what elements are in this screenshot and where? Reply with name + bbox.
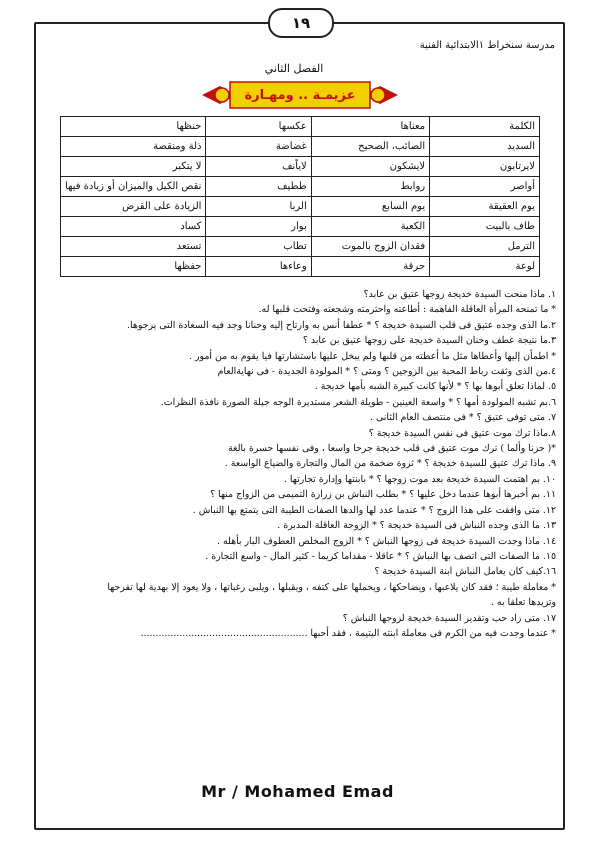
qa-line: ١٥. ما الصفات التى اتصف بها النباش ؟ * عاقلا - مقداما كريما - كثير المال - واسع التجارة . <box>205 550 556 562</box>
table-cell: نقص الكيل والميزان أو زيادة فيها <box>61 177 206 197</box>
qa-line: ١٠. بم اهتمت السيدة خديجة بعد موت زوجها ؟ * بابنتها وإدارة تجارتها . <box>283 473 556 485</box>
table-row <box>61 157 540 177</box>
table-cell: الصائب، الصحيح <box>311 137 429 157</box>
table-cell: لوعة <box>430 257 540 277</box>
qa-line: ٨.ماذا ترك موت عتيق فى نفس السيدة خديجة ؟ <box>368 427 556 439</box>
qa-line: ١٣. ما الذى وجده النباش فى السيدة خديجة ؟ * الزوجة العاقلة المدبرة . <box>277 520 556 532</box>
table-header-row <box>61 117 540 137</box>
table-row <box>61 257 540 277</box>
qa-line: ٩. ماذا ترك عتيق للسيدة خديجة ؟ * ثروة ضخمة من المال والتجارة والضياع الواسعة . <box>224 458 556 470</box>
table-cell: ططيف <box>206 177 311 197</box>
table-cell: الكلمة <box>430 117 540 137</box>
qa-line: ٢.ما الذى وجده عتيق فى قلب السيدة خديجة ؟ * عطفا أنس به وارتاح إليه وحنانا وجد فيه السعادة التى يرجوها. <box>127 319 556 331</box>
table-cell: لايرتابون <box>430 157 540 177</box>
qa-line: ١٤. ماذا وجدت السيدة خديجة فى زوجها النباش ؟ * الزوج المخلص العطوف البار بأهله . <box>217 535 556 547</box>
table-cell: الربا <box>206 197 311 217</box>
table-cell: فقدان الزوج بالموت <box>311 237 429 257</box>
table-cell: الترمل <box>430 237 540 257</box>
qa-line: ١٢. متى وافقت على هذا الزوج ؟ * عندما عدد لها والدها الصفات الطيبة التى يتمتع بها النباش . <box>192 504 556 516</box>
table-cell: الكعبة <box>311 217 429 237</box>
qa-line: * عندما وجدت فيه من الكرم فى معاملة ابنته اليتيمة ، فقد أحبها ........................................................ <box>140 627 556 639</box>
table-cell: حرقة <box>311 257 429 277</box>
qa-line: * ما تمنحه المرأة العاقلة الفاهمة : أطاعته واحترمته وشجعته وفتحت قلبها له. <box>258 304 556 316</box>
table-cell: يوم السابع <box>311 197 429 217</box>
qa-line: * اطمأن إليها وأعطاها مثل ما أعطته من قلبها ولم يبخل عليها باستشارتها فيا يقوم به من أمور . <box>189 350 556 362</box>
qa-line: ٧. متى توفى عتيق ؟ * فى منتصف العام الثانى . <box>370 412 556 424</box>
table-row <box>61 217 540 237</box>
table-row <box>61 237 540 257</box>
table-cell: يوم العقيقة <box>430 197 540 217</box>
qa-line: ٣.ما نتيجة عطف وحنان السيدة خديجة على زوجها عتيق بن عابد ؟ <box>302 335 556 347</box>
table-cell: السديد <box>430 137 540 157</box>
table-cell: لا يتكبر <box>61 157 206 177</box>
banner-title: عزيمـة .. ومهـارة <box>232 84 368 106</box>
table-cell: كساد <box>61 217 206 237</box>
table-cell: وعاءها <box>206 257 311 277</box>
school-name: مدرسة سنخراط ١الابتدائية الفنية <box>419 40 555 51</box>
table-cell: حنظها <box>61 117 206 137</box>
qa-line: ٦.بم تشبه المولودة أمها ؟ * واسعة العينين - طويلة الشعر مستديرة الوجه جيلة الصورة نافذة النظرات. <box>160 396 556 408</box>
table-cell: الزيادة على القرض <box>61 197 206 217</box>
table-row <box>61 177 540 197</box>
qa-line: ٥. لماذا تعلق أبوها بها ؟ * لأنها كانت كبيرة الشبه بأمها خديجة . <box>314 381 556 393</box>
table-row <box>61 197 540 217</box>
qa-line: وتزيدها تعلقا به . <box>490 597 556 609</box>
table-cell: ذلة ومنقصة <box>61 137 206 157</box>
qa-line: ١٧. متى زاد حب وتقدير السيدة خديجة لزوجها النباش ؟ <box>342 612 556 624</box>
questions-answers <box>44 287 556 641</box>
qa-line: ١. ماذا منحت السيدة خديجة زوجها عتيق بن عابد؟ <box>363 289 556 300</box>
table-cell: روابط <box>311 177 429 197</box>
qa-line: ١٦.كيف كان يعامل النباش ابنة السيدة خديجة ؟ <box>374 566 556 578</box>
table-cell: لاياًنف <box>206 157 311 177</box>
vocabulary-table <box>60 116 540 277</box>
table-cell: تطاب <box>206 237 311 257</box>
table-cell: تستعد <box>61 237 206 257</box>
table-cell: طاف بالبيت <box>430 217 540 237</box>
table-cell: عكسها <box>206 117 311 137</box>
table-cell: حفظها <box>61 257 206 277</box>
qa-line: * معاملة طيبة ؛ فقد كان يلاعبها ، ويضاحكها ، ويحملها على كتفه ، ويقبلها ، ويلبى رغباتها ، ولا يعود إلا بهدية لها تفرحها <box>107 581 556 593</box>
author-footer: Mr / Mohamed Emad <box>201 782 394 801</box>
table-cell: معناها <box>311 117 429 137</box>
table-cell: لايشكون <box>311 157 429 177</box>
chapter-title: الفصل الثاني <box>264 62 324 75</box>
table-cell: أواصر <box>430 177 540 197</box>
page-number: ١٩ <box>268 8 334 38</box>
qa-line: ٤.من الذى وثقت رباط المحبة بين الزوجين ؟ ومتى ؟ * المولودة الجديدة - فى نهايةالعام <box>217 366 556 378</box>
qa-line: *( حزنا وألما ) ترك موت عتيق فى قلب خديجة جرحا واسعا ، وفى نفسها حسرة بالغة <box>228 443 556 455</box>
table-cell: غضاضة <box>206 137 311 157</box>
qa-line: ١١. بم أخبرها أبوها عندما دخل عليها ؟ * بطلب النباش بن زرارة التميمى من الزواج منها ؟ <box>210 489 556 501</box>
table-cell: بوار <box>206 217 311 237</box>
table-row <box>61 137 540 157</box>
